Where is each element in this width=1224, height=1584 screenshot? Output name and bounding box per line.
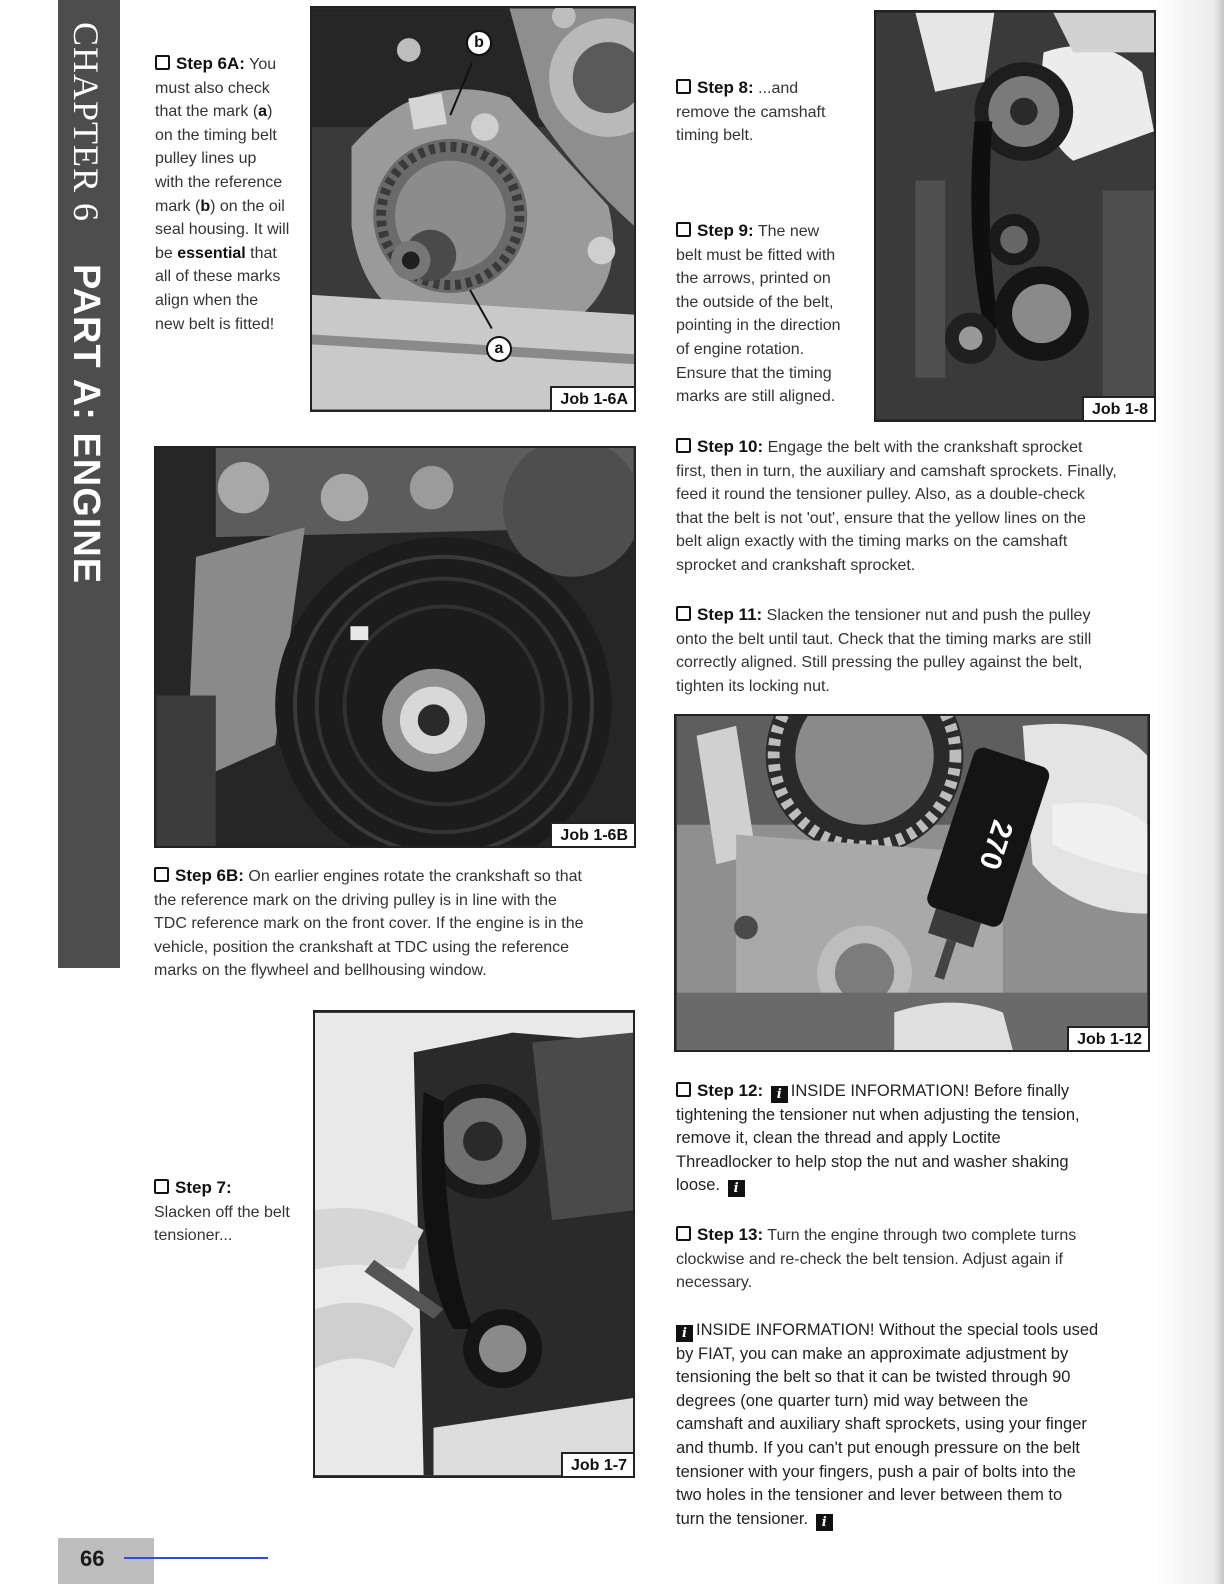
step-9-line: belt must be fitted with [676,246,836,264]
photo-label-job-1-8: Job 1-8 [1082,396,1154,420]
step-8-line: ...and [758,80,799,97]
inside-info-line: INSIDE INFORMATION! Without the special tools used [696,1321,1099,1339]
step-6b [154,864,644,983]
step-6a-line: all of these marks [155,268,281,286]
checkbox-icon [676,1082,691,1097]
photo-label-job-1-7: Job 1-7 [561,1452,633,1476]
step-6a-line: on the timing belt [155,126,277,144]
scan-edge-shadow [1154,0,1224,1584]
checkbox-icon [676,79,691,94]
photo-job-1-6a-illustration [312,8,634,410]
step-9-line: of engine rotation. [676,340,805,358]
step-6a-emphasis: essential [177,244,246,262]
step-6a-line: align when the [155,291,259,309]
step-9-line: the outside of the belt, [676,293,834,311]
part-title: PART A: ENGINE [65,264,107,585]
step-6b-line: the reference mark on the driving pulley is in line with the [154,891,557,909]
step-12-line: INSIDE INFORMATION! Before finally [790,1082,1070,1100]
step-11-line: Slacken the tensioner nut and push the pulley [766,607,1091,624]
step-13-line: Turn the engine through two complete turns [767,1227,1077,1244]
photo-job-1-6b [154,446,636,848]
page-number-rule [124,1557,268,1559]
step-11-line: tighten its locking nut. [676,677,830,695]
checkbox-icon [676,222,691,237]
step-9-line: marks are still aligned. [676,388,836,406]
step-7 [154,1176,309,1248]
inside-info-line: and thumb. If you can't put enough pressure on the belt [676,1438,1081,1457]
chapter-title: CHAPTER 6 [66,22,106,223]
step-6a-line: with the reference [155,173,283,191]
step-11-line: onto the belt until taut. Check that the timing marks are still [676,630,1092,648]
step-8-line: timing belt. [676,127,754,145]
step-12-line: remove it, clean the thread and apply Loctite [676,1129,1001,1148]
inside-info-end-icon: i [816,1514,833,1531]
step-12 [676,1079,1176,1198]
step-10-line: feed it round the tensioner pulley. Also, as a double-check [676,486,1085,504]
step-12-label: Step 12: [697,1081,764,1100]
photo-job-1-8-illustration [876,12,1154,420]
checkbox-icon [155,55,170,70]
step-10-line: first, then in turn, the auxiliary and camshaft sprockets. Finally, [676,462,1117,480]
checkbox-icon [676,606,691,621]
step-11-line: correctly aligned. Still pressing the pulley against the belt, [676,654,1083,672]
photo-job-1-7-illustration [315,1012,633,1476]
step-7-line: Slacken off the belt [154,1203,290,1221]
chapter-tab [58,0,120,968]
step-6b-label: Step 6B: [175,866,244,885]
photo-label-job-1-6b: Job 1-6B [550,822,634,846]
step-9 [676,219,872,409]
photo-job-1-6a [310,6,636,412]
step-11 [676,603,1176,698]
inside-info-line: tensioning the belt so that it can be twisted through 90 [676,1368,1071,1387]
step-6a-mark-b: b [200,197,211,215]
step-6a-line: new belt is fitted! [155,315,275,333]
inside-info-end-icon: i [728,1180,745,1197]
step-8 [676,76,866,148]
chapter-tab-text [64,22,107,584]
step-12-line: Threadlocker to help stop the nut and washer shaking [676,1152,1069,1171]
step-9-line: pointing in the direction [676,317,841,335]
checkbox-icon [676,438,691,453]
step-6a-label: Step 6A: [176,54,245,73]
inside-info-icon: i [676,1325,693,1342]
photo-job-1-7 [313,1010,635,1478]
step-6a-line: pulley lines up [155,150,257,168]
step-6b-line: TDC reference mark on the front cover. If the engine is in the [154,915,584,933]
inside-information [676,1319,1176,1531]
step-6a-line: that the mark ( [155,103,259,121]
step-10-line: that the belt is not 'out', ensure that the yellow lines on the [676,509,1086,527]
inside-info-line: by FIAT, you can make an approximate adjustment by [676,1344,1069,1363]
inside-info-line: degrees (one quarter turn) mid way between the [676,1391,1029,1410]
photo-job-1-6b-illustration [156,448,634,846]
step-8-line: remove the camshaft [676,103,826,121]
step-6b-line: On earlier engines rotate the crankshaft so that [248,868,582,885]
step-6b-line: marks on the flywheel and bellhousing window. [154,962,487,980]
step-13-label: Step 13: [697,1225,764,1244]
step-12-line: tightening the tensioner nut when adjusting the tension, [676,1105,1080,1124]
step-9-label: Step 9: [697,221,754,240]
step-9-line: Ensure that the timing [676,364,832,382]
step-6a-line: be [155,244,178,262]
checkbox-icon [676,1226,691,1241]
step-8-label: Step 8: [697,78,754,97]
photo-job-1-8 [874,10,1156,422]
step-12-line: loose. [676,1176,721,1195]
inside-info-line: turn the tensioner. [676,1509,809,1528]
step-6a-line: ) on the oil [210,197,285,215]
photo-job-1-12 [674,714,1150,1052]
checkbox-icon [154,867,169,882]
step-10-line: Engage the belt with the crankshaft sprocket [767,439,1083,456]
callout-a: a [486,336,512,362]
page-number: 66 [58,1538,154,1584]
step-7-label: Step 7: [175,1178,232,1197]
callout-b: b [466,30,492,56]
inside-info-line: two holes in the tensioner and lever between them to [676,1486,1063,1505]
step-13 [676,1223,1176,1295]
inside-info-line: camshaft and auxiliary shaft sprockets, using your finger [676,1415,1087,1434]
photo-label-job-1-12: Job 1-12 [1067,1026,1148,1050]
checkbox-icon [154,1179,169,1194]
step-6a-line: must also check [155,79,270,97]
step-11-label: Step 11: [697,605,763,624]
step-10-line: belt align exactly with the timing marks on the camshaft [676,533,1068,551]
step-9-line: The new [757,223,820,240]
step-6a-mark-a: a [258,103,268,121]
step-6a [155,52,305,336]
step-6a-line: You [249,56,277,73]
step-6a-line: ) [267,103,273,121]
inside-info-icon: i [771,1086,788,1103]
photo-label-job-1-6a: Job 1-6A [550,386,634,410]
step-6a-line: seal housing. It will [155,221,290,239]
step-10 [676,435,1176,578]
step-13-line: necessary. [676,1274,753,1292]
step-7-line: tensioner... [154,1227,233,1245]
loctite-bottle-label: 270 [972,816,1020,874]
step-13-line: clockwise and re-check the belt tension. Adjust again if [676,1250,1063,1268]
photo-job-1-12-illustration [676,716,1148,1050]
step-6a-line: mark ( [155,197,201,215]
inside-info-line: tensioner with your fingers, push a pair of bolts into the [676,1462,1076,1481]
step-6a-line: that [245,244,277,262]
step-9-line: the arrows, printed on [676,270,831,288]
step-6b-line: vehicle, position the crankshaft at TDC using the reference [154,938,570,956]
step-10-line: sprocket and crankshaft sprocket. [676,556,916,574]
step-10-label: Step 10: [697,437,764,456]
